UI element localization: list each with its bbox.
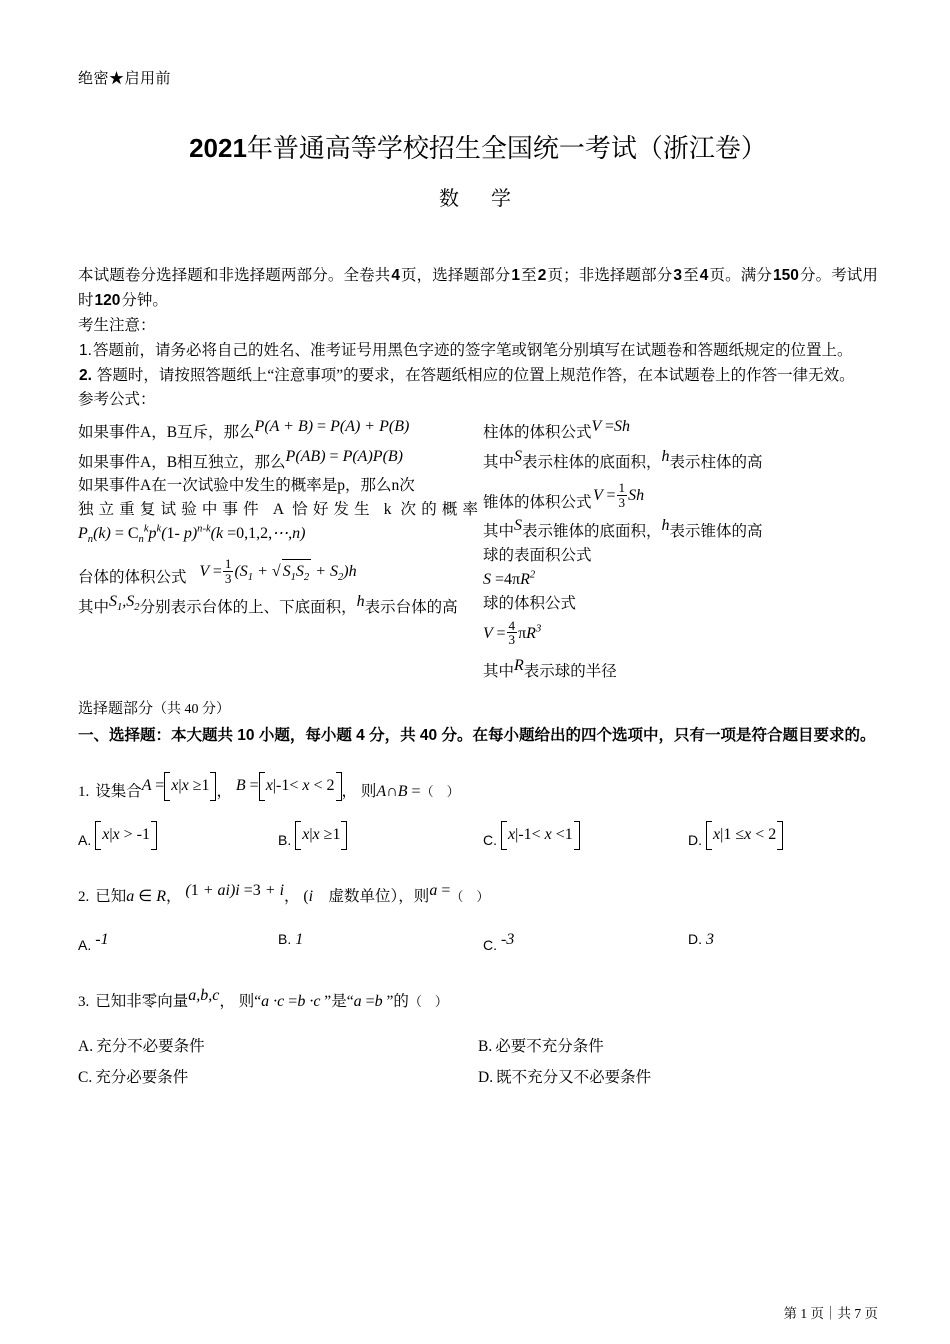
prism-note-a: 其中 bbox=[483, 453, 515, 471]
instr-mc-start: 1 bbox=[511, 266, 520, 284]
q2-option-d[interactable] bbox=[688, 928, 878, 958]
q2-option-b[interactable] bbox=[278, 928, 483, 958]
reference-formulas bbox=[78, 415, 878, 681]
item2-number: 2. bbox=[79, 367, 92, 385]
question-2 bbox=[78, 879, 878, 958]
q1-set-b: B = x|-1< x < 2 bbox=[236, 774, 342, 799]
formula-binomial-text-2: 独立重复试验中事件 A 恰好发生 k 次的概率 bbox=[78, 500, 478, 518]
q3-option-d-text: 既不充分又不必要条件 bbox=[496, 1068, 652, 1086]
q3-options-row-1 bbox=[78, 1031, 878, 1062]
sphere-note-b: 表示球的半径 bbox=[523, 663, 617, 681]
question-2-stem bbox=[78, 879, 878, 910]
instr-nonmc-start: 3 bbox=[673, 266, 683, 284]
instr-nonmc-end: 4 bbox=[699, 266, 709, 284]
q2-note: (i 虚数单位）， bbox=[303, 888, 414, 906]
sphere-note-r: R bbox=[514, 657, 524, 675]
q1-then: 则 bbox=[360, 783, 377, 801]
question-2-options bbox=[78, 928, 878, 958]
q1-option-d[interactable]: D. x|1 ≤x < 2 bbox=[688, 823, 878, 853]
question-1-number: 1. bbox=[78, 784, 90, 801]
cone-note-a: 其中 bbox=[483, 523, 515, 541]
question-1 bbox=[78, 774, 878, 853]
q3-de: 的 bbox=[393, 992, 409, 1010]
q2-option-a[interactable] bbox=[78, 928, 278, 958]
formula-column-left bbox=[78, 415, 478, 619]
formula-mutually-exclusive bbox=[78, 415, 478, 445]
subject-title: 数 学 bbox=[439, 187, 517, 210]
section-part-label: 选择题部分 bbox=[78, 701, 154, 718]
prism-formula: V =Sh bbox=[591, 418, 631, 436]
q3-vectors: a,b,c bbox=[188, 986, 220, 1004]
formula-cone-volume: V = $\frac{1}{3}$ Sh bbox=[593, 480, 645, 511]
formula-sphere-area: $S =4\pi R^2$ bbox=[483, 569, 536, 588]
item1-number: 1. bbox=[79, 342, 92, 360]
question-2-number: 2. bbox=[78, 889, 90, 906]
formula-frustum-volume: V = $\frac{1}{3}$ ($S_1$ + √ $S_1S_2 + S_2)h$ bbox=[199, 555, 357, 586]
q3-option-b-label: B. bbox=[478, 1037, 493, 1055]
instr-text-l: 分钟。 bbox=[121, 291, 168, 309]
q1-set-a: A = x|x ≥1 bbox=[142, 774, 217, 799]
q2-condition: a ∈ R bbox=[126, 888, 166, 906]
q2-equation: (1 + ai)i =3 + i bbox=[185, 882, 285, 900]
instruction-item-1 bbox=[78, 338, 878, 363]
page-footer bbox=[0, 1302, 878, 1322]
q1-option-d-label: D. bbox=[688, 832, 702, 849]
q3-option-d-label: D. bbox=[478, 1068, 494, 1086]
instr-duration: 120 bbox=[94, 291, 121, 309]
secret-label: 绝密★启用前 bbox=[78, 71, 172, 87]
q2-then: 则 bbox=[413, 888, 430, 906]
page-number-text: 第 1 页｜共 7 页 bbox=[783, 1306, 878, 1321]
independent-text: 如果事件A，B相互独立，那么 bbox=[78, 453, 286, 471]
prism-note-h: h bbox=[661, 447, 670, 465]
instr-text-a: 本试题卷分选择题和非选择题两部分。全卷共 bbox=[78, 266, 391, 284]
q3-options-row-2 bbox=[78, 1062, 878, 1093]
instr-text-d: 至 bbox=[521, 266, 537, 284]
instruction-line-1 bbox=[78, 263, 878, 313]
q1-comma-2: ， bbox=[341, 783, 358, 801]
q2-stem-pre: 已知 bbox=[95, 888, 127, 906]
instr-text-k: 分。考试用时 bbox=[78, 266, 878, 309]
cone-note-s: S bbox=[514, 517, 523, 535]
formula-prism-note bbox=[483, 445, 883, 475]
q2-option-b-value: 1 bbox=[295, 930, 304, 948]
q3-option-a[interactable] bbox=[78, 1031, 478, 1062]
frustum-note-b: 分别表示台体的上、下底面积， bbox=[139, 599, 357, 616]
section-directive: 一、选择题：本大题共 10 小题，每小题 4 分，共 40 分。在每小题给出的四个选项中，只有一项是符合题目要求的。 bbox=[78, 726, 876, 744]
q3-option-b-text: 必要不充分条件 bbox=[495, 1037, 604, 1055]
mutually-exclusive-formula: P(A + B) = P(A) + P(B) bbox=[254, 418, 410, 436]
q1-option-a-label: A. bbox=[78, 832, 92, 849]
q3-then: 则 bbox=[238, 992, 255, 1010]
q1-comma-1: ， bbox=[216, 783, 232, 801]
question-1-stem bbox=[78, 774, 878, 805]
q2-answer-paren: （ ） bbox=[450, 889, 490, 905]
q3-option-a-label: A. bbox=[78, 1037, 94, 1055]
q3-option-c-label: C. bbox=[78, 1068, 93, 1086]
instr-text-b: 页，选择题部分 bbox=[400, 266, 511, 284]
q2-option-d-label: D. bbox=[688, 930, 702, 947]
q1-option-c-label: C. bbox=[483, 832, 497, 849]
instr-total-score: 150 bbox=[772, 266, 799, 284]
q3-option-b[interactable] bbox=[478, 1031, 878, 1062]
q1-answer-paren: （ ） bbox=[420, 784, 460, 800]
section-part-heading bbox=[78, 697, 878, 721]
q1-option-c[interactable]: C. x|-1< x <1 bbox=[483, 823, 688, 853]
q3-stem-pre: 已知非零向量 bbox=[95, 992, 189, 1010]
q2-option-a-value: -1 bbox=[95, 930, 109, 948]
q3-quote-2: “a =b ” bbox=[346, 992, 394, 1010]
formula-sphere-area-label: 球的表面积公式 bbox=[483, 546, 592, 564]
formula-independent bbox=[78, 445, 478, 475]
q2-option-d-value: 3 bbox=[706, 930, 714, 948]
q2-option-b-label: B. bbox=[278, 930, 292, 947]
instr-pages: 4 bbox=[391, 266, 400, 284]
prism-note-c: 表示柱体的高 bbox=[669, 453, 763, 471]
prism-note-b: 表示柱体的底面积， bbox=[522, 453, 662, 471]
instr-mc-end: 2 bbox=[537, 266, 547, 284]
instructions-block bbox=[78, 263, 878, 413]
q3-option-c-text: 充分必要条件 bbox=[95, 1068, 189, 1086]
sphere-note-a: 其中 bbox=[483, 663, 515, 681]
formula-cone-note bbox=[483, 514, 883, 544]
q3-quote-1: “a ·c =b ·c ” bbox=[254, 992, 332, 1010]
formula-binomial: $P_n(k) = C_n^kp^k(1-$ p)$^{n-k}$(k =0,1,2,⋯,n) bbox=[78, 523, 306, 545]
question-1-options bbox=[78, 823, 878, 853]
q3-answer-paren: （ ） bbox=[408, 993, 448, 1009]
q1-stem-pre: 设集合 bbox=[95, 783, 142, 801]
formula-sphere-volume-label: 球的体积公式 bbox=[483, 595, 577, 613]
q3-is: 是 bbox=[331, 992, 347, 1010]
formula-prism-volume bbox=[483, 415, 883, 445]
q1-expression: A∩B = bbox=[376, 783, 421, 801]
formula-column-right bbox=[483, 415, 883, 684]
q3-option-a-text: 充分不必要条件 bbox=[96, 1037, 205, 1055]
title-rest: 年普通高等学校招生全国统一考试（浙江卷） bbox=[246, 134, 767, 163]
q2-comma-1: ， bbox=[165, 888, 182, 906]
cone-note-c: 表示锥体的高 bbox=[669, 523, 763, 541]
prism-note-s: S bbox=[514, 447, 523, 465]
question-3 bbox=[78, 984, 878, 1093]
q3-option-d[interactable] bbox=[478, 1062, 878, 1093]
formula-frustum-note bbox=[78, 590, 478, 620]
formula-frustum-label: 台体的体积公式 bbox=[78, 569, 187, 587]
page-content bbox=[78, 0, 878, 1093]
mutually-exclusive-text: 如果事件A，B互斥，那么 bbox=[78, 424, 255, 442]
formula-sphere-note bbox=[483, 654, 883, 684]
instr-text-h: 至 bbox=[683, 266, 699, 284]
section-part-score: （共 40 分） bbox=[153, 702, 231, 718]
question-3-number: 3. bbox=[78, 993, 90, 1010]
formula-binomial-text-1: 如果事件A在一次试验中发生的概率是p，那么n次 bbox=[78, 477, 415, 495]
q1-option-a[interactable]: A. x|x > -1 bbox=[78, 823, 278, 853]
page-title bbox=[78, 132, 878, 166]
q2-expression: a = bbox=[429, 882, 451, 900]
formula-cone-label: 锥体的体积公式 bbox=[483, 493, 592, 511]
q2-option-a-label: A. bbox=[78, 936, 92, 953]
q2-option-c-value: -3 bbox=[501, 930, 515, 948]
instr-text-f: 页；非选择题部分 bbox=[547, 266, 673, 284]
q3-option-c[interactable] bbox=[78, 1062, 478, 1093]
q2-option-c-label: C. bbox=[483, 936, 497, 953]
q1-option-b-label: B. bbox=[278, 832, 292, 849]
frustum-note-vars: $S_1,S_2$ bbox=[109, 593, 140, 614]
reference-formula-label: 参考公式： bbox=[78, 391, 156, 409]
q1-option-b[interactable]: B. x|x ≥1 bbox=[278, 823, 483, 853]
frustum-note-c: 表示台体的高 bbox=[364, 599, 458, 616]
item2-text: 答题时，请按照答题纸上“注意事项”的要求，在答题纸相应的位置上规范作答，在本试题卷上的作答一律无效。 bbox=[96, 367, 855, 385]
title-year: 2021 bbox=[189, 133, 247, 163]
item1-text: 答题前，请务必将自己的姓名、准考证号用黑色字迹的签字笔或钢笔分别填写在试题卷和答题纸规定的位置上。 bbox=[92, 342, 853, 360]
formula-sphere-volume: V = $\frac{4}{3}$ $\pi R^3$ bbox=[483, 617, 542, 648]
frustum-note-h: h bbox=[356, 593, 365, 610]
q3-comma-1: ， bbox=[219, 992, 235, 1010]
question-3-stem bbox=[78, 984, 878, 1015]
instr-text-j: 页。满分 bbox=[709, 266, 772, 284]
question-3-options bbox=[78, 1031, 878, 1093]
frustum-note-a: 其中 bbox=[78, 599, 110, 616]
instruction-item-2 bbox=[78, 363, 878, 388]
candidate-notice-label: 考生注意： bbox=[78, 317, 156, 335]
cone-note-h: h bbox=[661, 517, 670, 535]
cone-note-b: 表示锥体的底面积， bbox=[522, 523, 662, 541]
independent-formula: P(AB) = P(A)P(B) bbox=[285, 447, 403, 465]
prism-label: 柱体的体积公式 bbox=[483, 424, 592, 442]
q2-comma-2: ， bbox=[284, 888, 300, 906]
q2-option-c[interactable] bbox=[483, 928, 688, 958]
